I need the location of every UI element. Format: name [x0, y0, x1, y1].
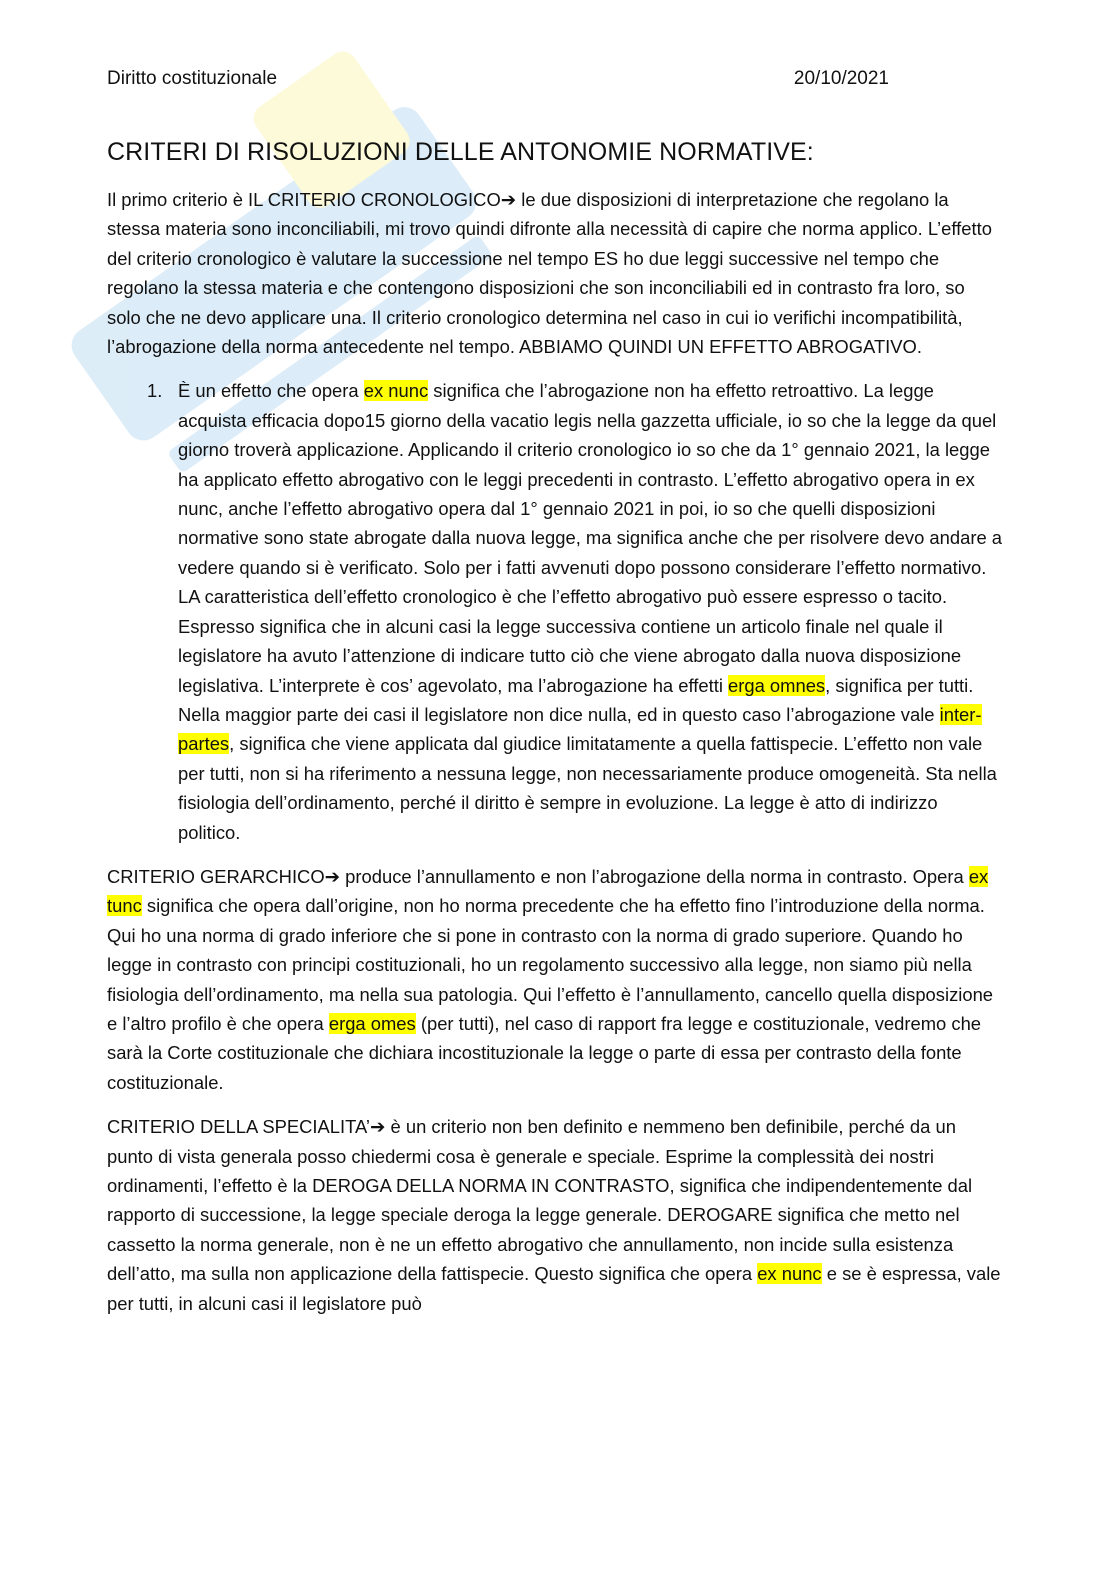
- list-text: È un effetto che opera: [178, 380, 364, 402]
- arrow-right-icon: ➔: [324, 865, 341, 887]
- document-body: [107, 185, 1002, 1333]
- highlight-inter-partes: inter-partes: [178, 703, 982, 755]
- list-text: , significa che viene applicata dal giudice limitatamente a quella fattispecie. L’effetto non vale per tutti, non si ha riferimento a nessuna legge, non necessariamente produce omogeneità. Sta nella fisiologia dell’ordinamento, perché il diritto è sempre in evoluzione. La legge è atto di indirizzo politico.: [178, 733, 997, 843]
- header-subject: Diritto costituzionale: [107, 68, 278, 89]
- highlight-erga-omnes: erga omnes: [728, 674, 826, 696]
- list-text: , significa per tutti. Nella maggior parte dei casi il legislatore non dice nulla, ed in questo caso l’abrogazione vale: [178, 674, 974, 725]
- specialita-text: e se è espressa, vale per tutti, in alcuni casi il legislatore può: [107, 1263, 1001, 1314]
- gerarchico-text: produce l’annullamento e non l’abrogazione della norma in contrasto. Opera: [340, 865, 969, 887]
- intro-text: le due disposizioni di interpretazione che regolano la stessa materia sono inconciliabili, mi trovo quindi difronte alla necessità di capire che norma applico. L’effetto del criterio cronologico è valutare la successione nel tempo ES ho due leggi successive nel tempo che regolano la stessa materia e che contengono disposizioni che son inconciliabili ed in contrasto fra loro, so solo che ne devo applicare una. Il criterio cronologico determina nel caso in cui io verifichi incompatibilità, l’abrogazione della norma antecedente nel tempo. ABBIAMO QUINDI UN EFFETTO ABROGATIVO.: [107, 189, 992, 358]
- specialita-text: è un criterio non ben definito e nemmeno ben definibile, perché da un punto di vista generala posso chiedermi cosa è generale e speciale. Esprime la complessità dei nostri ordinamenti, l’effetto è la DEROGA DELLA NORMA IN CONTRASTO, significa che indipendentemente dal rapporto di successione, la legge speciale deroga la legge generale. DEROGARE significa che metto nel cassetto la norma generale, non è ne un effetto abrogativo che annullamento, non incide sulla esistenza dell’atto, ma sulla non applicazione della fattispecie. Questo significa che opera: [107, 1116, 973, 1285]
- intro-lead: Il primo criterio è IL CRITERIO CRONOLOGICO: [107, 189, 501, 210]
- numbered-list: [107, 376, 1002, 847]
- gerarchico-text: (per tutti), nel caso di rapport fra legge e costituzionale, vedremo che sarà la Corte costituzionale che dichiara incostituzionale la legge o parte di essa per contrasto della fonte costituzionale.: [107, 1012, 982, 1093]
- arrow-right-icon: ➔: [500, 189, 517, 210]
- highlight-ex-tunc: ex tunc: [107, 865, 989, 917]
- paragraph-specialita: [107, 1112, 1002, 1318]
- arrow-right-icon: ➔: [370, 1116, 386, 1138]
- list-item: [107, 376, 1002, 847]
- paragraph-gerarchico: [107, 862, 1002, 1097]
- gerarchico-text: significa che opera dall’origine, non ho norma precedente che ha effetto fino l’introduzione della norma. Qui ho una norma di grado inferiore che si pone in contrasto con la norma di grado superiore. Quando ho legge in contrasto con principi costituzionali, ho un regolamento successivo alla legge, non siamo più nella fisiologia dell’ordinamento, ma nella sua patologia. Qui l’effetto è l’annullamento, cancello quella disposizione e l’altro profilo è che opera: [107, 895, 994, 1034]
- list-text: significa che l’abrogazione non ha effetto retroattivo. La legge acquista efficacia dopo15 giorno della vacatio legis nella gazzetta ufficiale, io so che la legge da quel giorno troverà applicazione. Applicando il criterio cronologico io so che da 1° gennaio 2021, la legge ha applicato effetto abrogativo con le leggi precedenti in contrasto. L’effetto abrogativo opera in ex nunc, anche l’effetto abrogativo opera dal 1° gennaio 2021 in poi, io so che quelli disposizioni normative sono state abrogate dalla nuova legge, ma significa anche che per risolvere devo andare a vedere quando si è verificato. Solo per i fatti avvenuti dopo possono considerare l’effetto normativo. LA caratteristica dell’effetto cronologico è che l’effetto abrogativo può essere espresso o tacito. Espresso significa che in alcuni casi la legge successiva contiene un articolo finale nel quale il legislatore ha avuto l’attenzione di indicare tutto ciò che viene abrogato dalla nuova disposizione legislativa. L’interprete è cos’ agevolato, ma l’abrogazione ha effetti: [178, 380, 1003, 696]
- paragraph-cronologico: [107, 185, 1002, 361]
- highlight-erga-omes: erga omes: [328, 1012, 416, 1034]
- page-header: [107, 68, 889, 90]
- specialita-lead: CRITERIO DELLA SPECIALITA’: [107, 1116, 370, 1138]
- header-date: 20/10/2021: [793, 68, 889, 89]
- document-title: CRITERI DI RISOLUZIONI DELLE ANTONOMIE NORMATIVE:: [107, 138, 814, 166]
- gerarchico-lead: CRITERIO GERARCHICO: [107, 865, 325, 887]
- highlight-ex-nunc: ex nunc: [363, 380, 429, 402]
- highlight-ex-nunc: ex nunc: [757, 1263, 822, 1285]
- list-item-number: 1.: [147, 380, 163, 402]
